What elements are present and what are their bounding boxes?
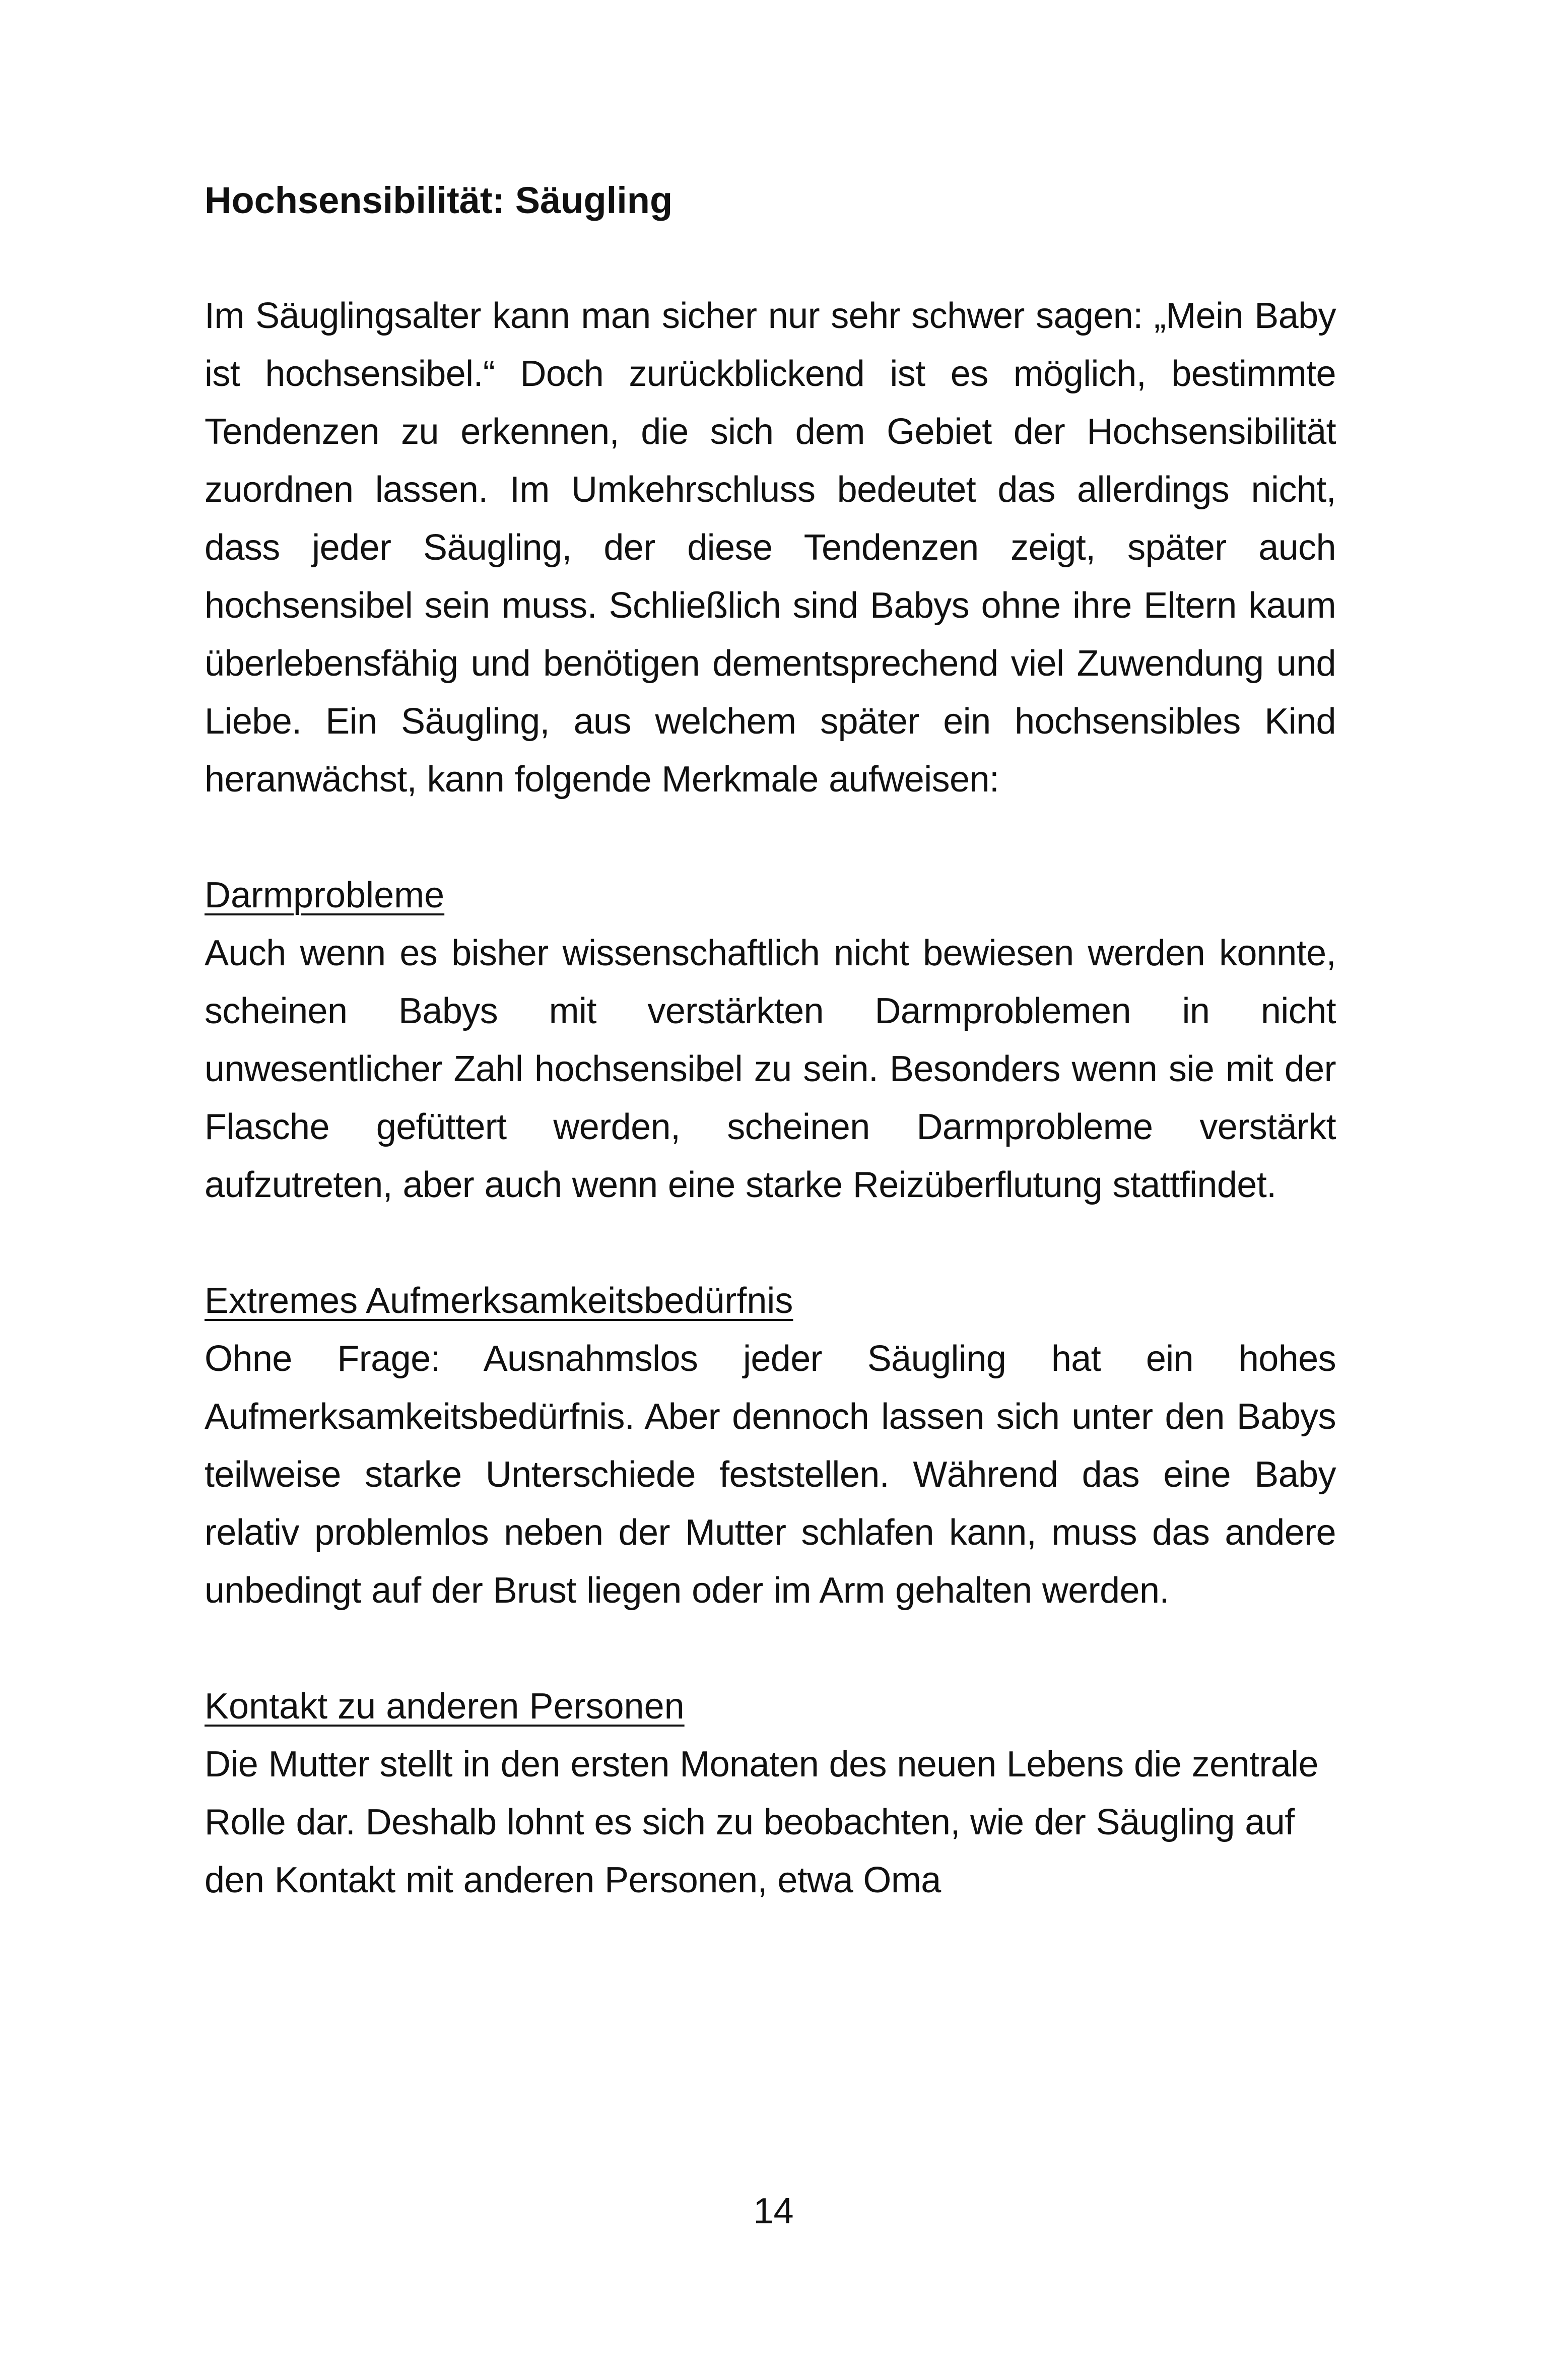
section-kontakt <box>205 1678 1336 1909</box>
section-text: Die Mutter stellt in den ersten Monaten des neuen Lebens die zentrale Rolle dar. Deshalb lohnt es sich zu beobachten, wie der Säugling auf den Kontakt mit anderen Personen, etwa Oma <box>205 1744 1318 1900</box>
section-title: Kontakt zu anderen Personen <box>205 1686 685 1727</box>
section-aufmerksamkeitsbeduerfnis <box>205 1272 1336 1620</box>
section-text: Ohne Frage: Ausnahmslos jeder Säugling hat ein hohes Aufmerksamkeitsbedürfnis. Aber dennoch lassen sich unter den Babys teilweise starke Unterschiede feststellen. Während das eine Baby relativ problemlos neben der Mutter schlafen kann, muss das andere unbedingt auf der Brust liegen oder im Arm gehalten werden. <box>205 1339 1336 1611</box>
page-number: 14 <box>753 2191 794 2231</box>
intro-paragraph: Im Säuglingsalter kann man sicher nur sehr schwer sagen: „Mein Baby ist hochsensibel.“ Doch zurückblickend ist es möglich, bestimmte Tendenzen zu erkennen, die sich dem Gebiet der Hochsensibilität zuordnen lassen. Im Umkehrschluss bedeutet das allerdings nicht, dass jeder Säugling, der diese Tendenzen zeigt, später auch hochsensibel sein muss. Schließlich sind Babys ohne ihre Eltern kaum überlebensfähig und benötigen dementsprechend viel Zuwendung und Liebe. Ein Säugling, aus welchem später ein hochsensibles Kind heranwächst, kann folgende Merkmale aufweisen: <box>205 296 1336 800</box>
section-title: Extremes Aufmerksamkeitsbedürfnis <box>205 1281 793 1321</box>
section-title: Darmprobleme <box>205 875 445 915</box>
chapter-heading: Hochsensibilität: Säugling <box>205 179 673 221</box>
page-content <box>205 171 1336 1909</box>
section-text: Auch wenn es bisher wissenschaftlich nicht bewiesen werden konnte, scheinen Babys mit verstärkten Darmproblemen in nicht unwesentlicher Zahl hochsensibel zu sein. Besonders wenn sie mit der Flasche gefüttert werden, scheinen Darmprobleme verstärkt aufzutreten, aber auch wenn eine starke Reizüberflutung stattfindet. <box>205 933 1336 1205</box>
section-darmprobleme <box>205 867 1336 1214</box>
